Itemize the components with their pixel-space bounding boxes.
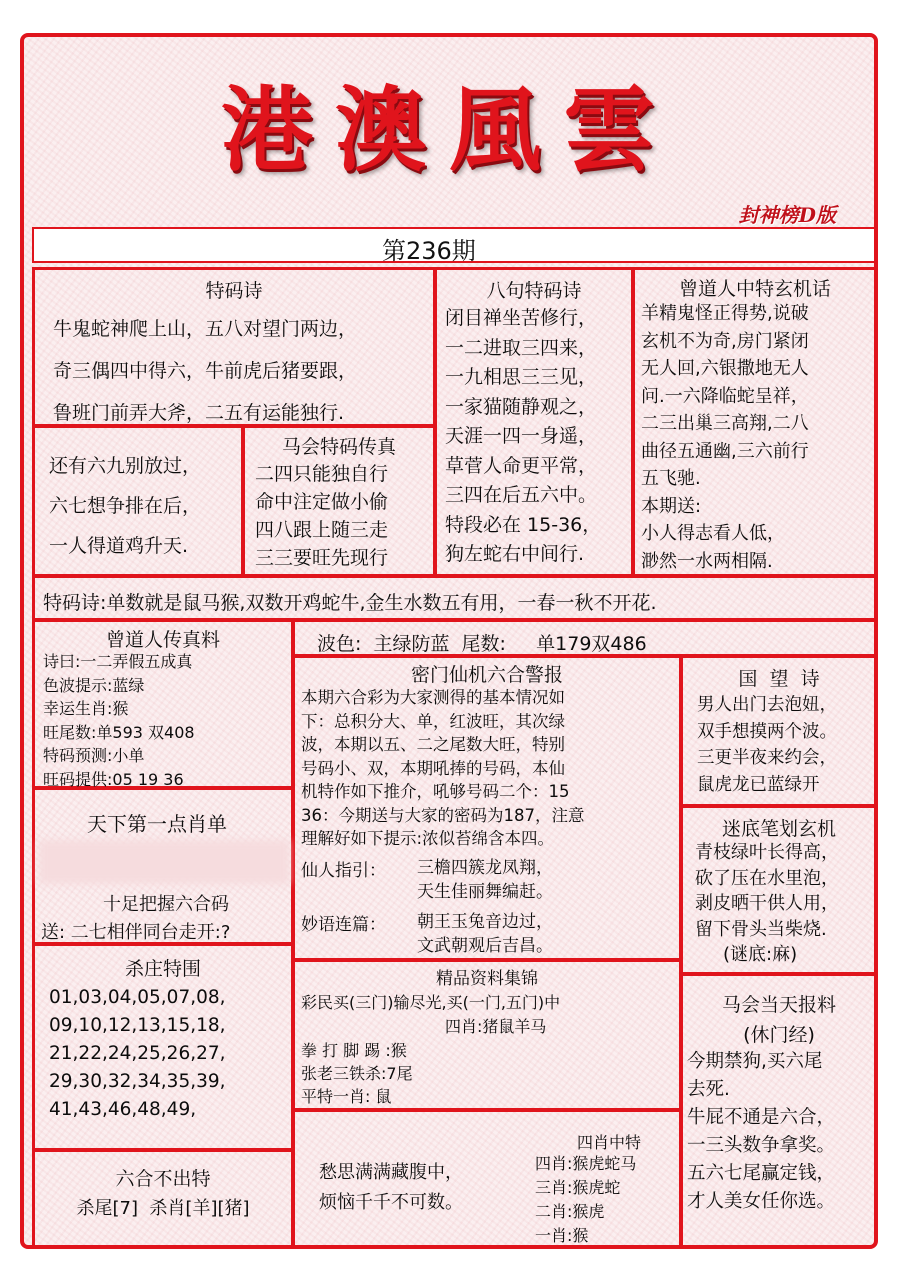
wonderful-words-label: 妙语连篇： [301,915,386,935]
eight-line-poem-lines [445,304,601,570]
riddle-box [680,805,878,975]
words-line: 朝王玉兔音边过， [417,912,553,932]
poem-line: 鲁班门前弄大斧，二五有运能独行. [53,402,345,424]
mahui-report-subtitle: (休门经) [743,1024,815,1046]
zodiac-pick: 四肖:猴虎蛇马 [535,1154,637,1173]
guowang-poem-lines [697,692,837,798]
fax-line: 幸运生肖:猴 [43,699,129,718]
riddle-lines [695,840,839,968]
poem-title: 特码诗 [205,280,263,302]
mystery-line: 曲径五通幽,三六前行 [641,440,809,462]
mystery-line: 渺然一水两相隔. [641,550,773,572]
poem-line: 鼠虎龙已蓝绿开 [697,774,820,795]
premium-info-title: 精品资料集锦 [436,969,538,989]
banner-box [32,575,878,621]
zengdao-fax-lines [43,650,195,791]
fax-line: 命中注定做小偷 [255,491,389,513]
poem-line: 还有六九别放过， [49,455,202,477]
secret-alert-lines [301,686,585,851]
premium-line: 彩民买(三门)输尽光,买(一门,五门)中 [301,993,561,1012]
mystery-line: 小人得志看人低， [641,523,785,544]
poem-line: 牛鬼蛇神爬上山，五八对望门两边， [53,318,358,340]
zodiac-pick: 三肖:猴虎蛇 [535,1178,621,1197]
fax-line: 旺尾数:单593 双408 [43,722,195,742]
number-row: 09,10,12,13,15,18, [49,1015,226,1036]
riddle-title: 迷底笔划玄机 [721,818,836,840]
alert-line: 机特作如下推介，吼够号码二个：15 [301,782,570,801]
poem-line: 天涯一四一身遥， [445,425,598,447]
poem-continue-lines [49,446,201,566]
guowang-poem-box [680,655,878,807]
poem-line: 一九相思三三见， [445,366,598,388]
number-row: 21,22,24,25,26,27, [49,1043,226,1064]
poem-line: 三更半夜来约会， [697,748,837,768]
number-row: 29,30,32,34,35,39, [49,1071,226,1092]
mystery-line: 二三出巢三高翔,二八 [641,413,809,434]
guowang-poem-title: 国 望 诗 [738,668,820,690]
sorrow-lines [319,1158,463,1218]
issue-number: 第236期 [382,237,476,265]
zengdao-mystery-box [632,267,878,577]
poem-line: 一二进取三四来， [445,336,598,359]
riddle-line: 砍了压在水里泡， [695,867,839,889]
report-line: 牛屁不通是六合， [687,1107,836,1128]
premium-line: 平特一肖: 鼠 [301,1087,392,1106]
newspaper-sheet [20,33,878,1249]
number-row: 01,03,04,05,07,08, [49,987,226,1008]
fax-line: 诗曰:一二弄假五成真 [43,652,193,671]
mystery-line: 羊精鬼怪正得势,说破 [641,303,809,324]
mystery-line: 问.一六降临蛇呈祥， [641,385,809,407]
alert-line: 波，本期以五、二之尾数大旺，特别 [301,735,565,754]
immortal-guide-label: 仙人指引： [301,861,386,881]
number-row: 41,43,46,48,49, [49,1099,197,1120]
fax-line: 色波提示:蓝绿 [43,675,145,695]
zengdao-mystery-lines [641,300,809,575]
four-zodiac-lines [535,1152,636,1248]
eight-line-poem-title: 八句特码诗 [486,280,582,302]
top-zodiac-line: 送: 二七相伴同台走开:? [41,922,231,943]
wave-color-box [292,619,878,657]
report-line: 才人美女任你选。 [687,1191,836,1212]
premium-info-box [292,959,682,1111]
fax-line: 三三要旺先现行 [255,547,389,569]
blurred-redaction [39,840,289,884]
alert-line: 36：今期送与大家的密码为187，注意 [301,805,585,825]
secret-alert-title: 密门仙机六合警报 [410,664,563,686]
poem-lines [53,308,357,434]
poem-box [32,267,436,427]
issue-bar [32,227,878,263]
riddle-line: 留下骨头当柴烧. [695,918,827,940]
fax-line: 四八跟上随三走 [255,519,389,541]
sorrow-line: 烦恼千千不可数。 [319,1192,463,1213]
poem-line: 一人得道鸡升天. [49,535,189,557]
edition-label: 封神榜D版 [738,203,836,227]
premium-line: 拳 打 脚 踢 :猴 [301,1041,407,1060]
premium-line: 张老三铁杀:7尾 [301,1064,413,1083]
kill-dealer-title: 杀庄特围 [124,958,201,980]
banner-text: 特码诗:单数就是鼠马猴,双数开鸡蛇牛,金生水数五有用，一春一秋不开花. [43,592,657,614]
mahui-report-lines [687,1048,835,1216]
zodiac-pick: 一肖:猴 [535,1226,589,1245]
poem-line: 草菅人命更平常， [445,454,598,477]
no-special-box [32,1149,294,1249]
report-line: 去死. [687,1079,730,1100]
words-line: 文武朝观后吉昌。 [417,936,553,956]
fax-line: 二四只能独自行 [255,463,389,485]
zengdao-fax-box [32,619,294,789]
poem-line: 六七想争排在后， [49,495,202,517]
poem-line: 狗左蛇右中间行. [445,543,585,565]
zodiac-pick: 二肖:猴虎 [535,1202,605,1221]
top-zodiac-box [32,787,294,945]
mahui-fax-lines [255,460,388,572]
mahui-fax-box [242,425,436,577]
secret-alert-box [292,655,682,961]
report-line: 五六七尾赢定钱， [687,1163,836,1184]
wonderful-words-lines [417,910,553,958]
fax-line: 特码预测:小单 [43,746,145,765]
premium-four-zodiac: 四肖:猪鼠羊马 [445,1017,547,1036]
four-zodiac-title: 四肖中特 [577,1133,642,1152]
zengdao-mystery-title: 曾道人中特玄机话 [678,278,831,300]
riddle-answer: (谜底:麻) [723,944,798,965]
poem-line: 三四在后五六中。 [445,484,598,506]
riddle-line: 剥皮晒干供人用， [695,893,839,914]
bottom-center-box [292,1109,682,1249]
fax-line: 旺码提供:05 19 36 [43,769,184,789]
no-special-title: 六合不出特 [115,1168,211,1190]
alert-line: 号码小、双，本期吼捧的号码，本仙 [301,758,565,778]
zengdao-fax-title: 曾道人传真料 [105,629,220,651]
poem-line: 特段必在 15-36， [445,513,602,536]
poem-line: 男人出门去泡妞， [697,695,837,715]
poem-line: 一家猫随静观之， [445,395,598,418]
guide-line: 天生佳丽舞编赶。 [417,882,553,902]
wave-color-text: 波色: 主绿防蓝 尾数: 单179双486 [317,633,647,655]
kill-dealer-box [32,943,294,1151]
poem-line: 闭目禅坐苦修行， [445,307,598,329]
alert-line: 本期六合彩为大家测得的基本情况如 [301,688,565,707]
poem-continue-box [32,425,244,577]
guide-line: 三檐四簇龙凤翔， [417,858,553,878]
mystery-line: 无人回,六银撒地无人 [641,358,809,379]
immortal-guide-lines [417,856,553,904]
alert-line: 下：总积分大、单，红波旺，其次绿 [301,711,565,731]
mystery-line: 本期送: [641,495,702,517]
riddle-line: 青枝绿叶长得高， [695,842,839,863]
report-line: 今期禁狗,买六尾 [687,1051,823,1072]
kill-dealer-numbers [49,984,226,1124]
mahui-fax-title: 马会特码传真 [281,436,396,458]
mahui-report-box [680,973,878,1249]
top-zodiac-title: 天下第一点肖单 [87,812,227,836]
mystery-line: 五飞驰. [641,468,701,489]
masthead-title: 港澳風雲 [220,76,677,184]
alert-line: 理解好如下提示:浓似苔绵含本四。 [301,829,555,848]
eight-line-poem-box [434,267,634,577]
poem-line: 奇三偶四中得六，牛前虎后猪要跟， [53,360,358,382]
top-zodiac-subtitle: 十足把握六合码 [103,894,229,915]
sorrow-line: 愁思满满藏腹中， [319,1162,463,1183]
no-special-line: 杀尾[7] 杀肖[羊][猪] [76,1198,250,1219]
poem-line: 双手想摸两个波。 [697,721,837,742]
report-line: 一三头数争拿奖。 [687,1135,836,1156]
mystery-line: 玄机不为奇,房门紧闭 [641,330,809,352]
mahui-report-title: 马会当天报料 [721,994,836,1016]
